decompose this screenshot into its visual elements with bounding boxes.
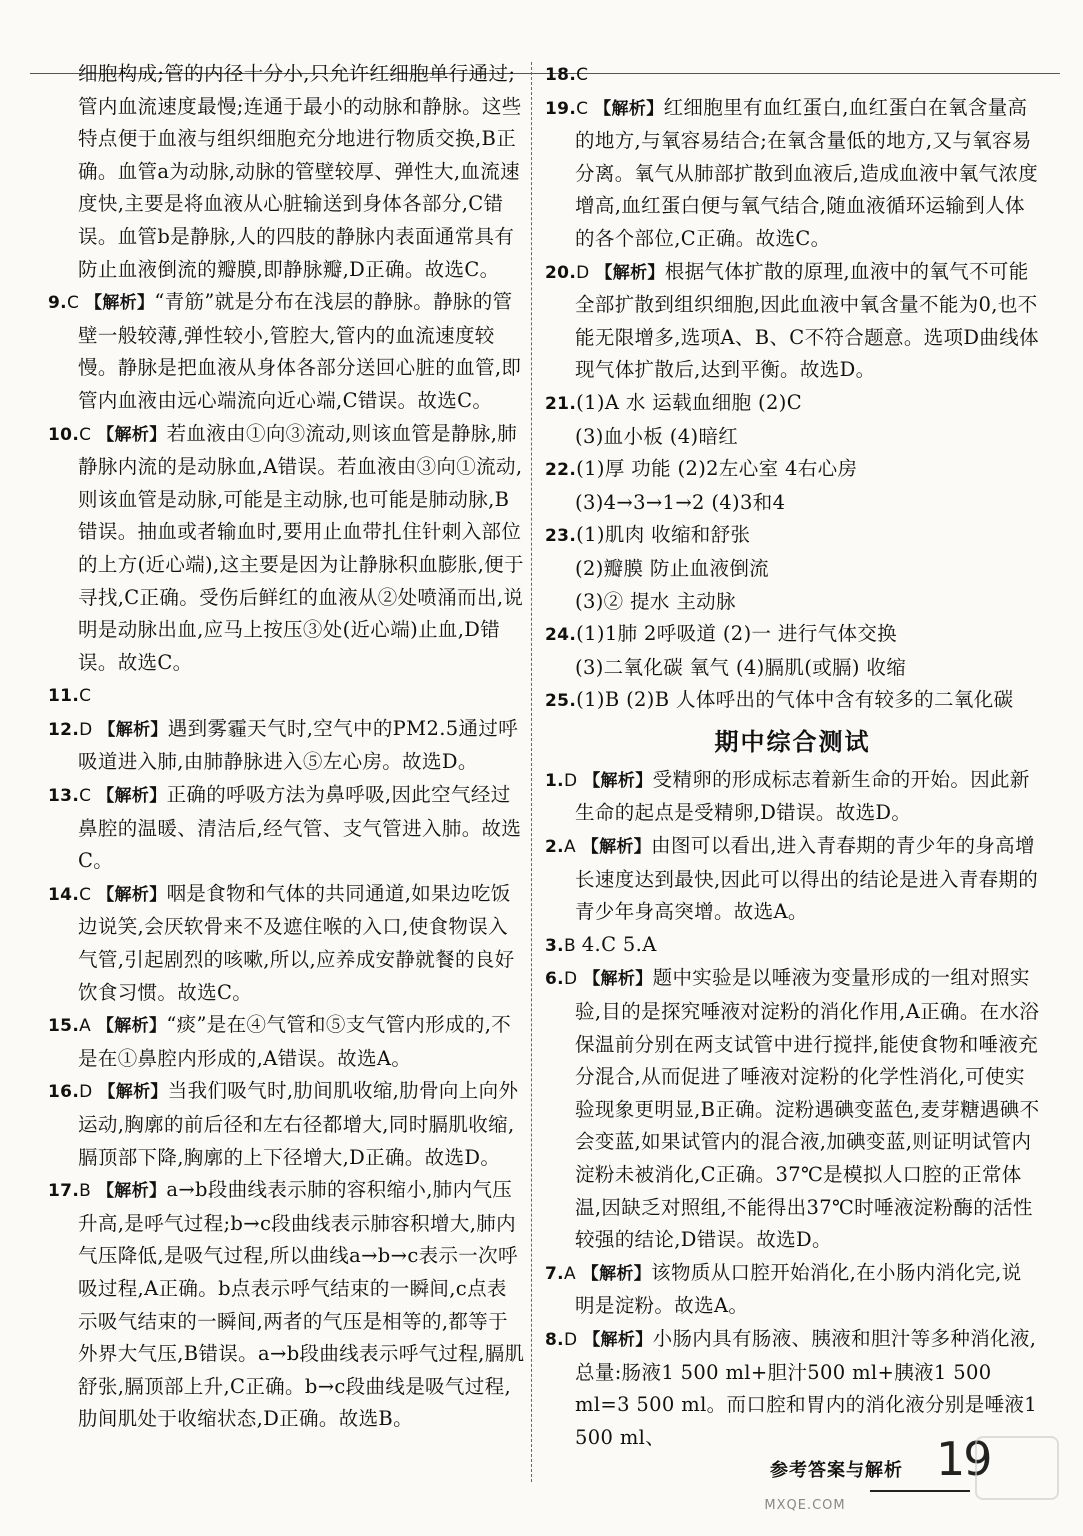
answer-item (545, 421, 1040, 454)
answer-item (545, 586, 1040, 619)
answer-item (545, 618, 1040, 652)
analysis-tag: 【解析】 (98, 1082, 168, 1103)
answer-choice: A (79, 1016, 97, 1037)
analysis-tag: 【解析】 (98, 719, 168, 740)
answer-item (545, 92, 1040, 256)
answer-text: (3)4→3→1→2 (4)3和4 (575, 490, 786, 514)
footer-label: 参考答案与解析 (770, 1460, 903, 1481)
answer-number: 20. (545, 262, 577, 283)
answer-text: 若血液由①向③流动,则该血管是静脉,肺静脉内流的是动脉血,A错误。若血液由③向①流动,则该血管是动脉,可能是主动脉,也可能是肺动脉,B错误。抽血或者输血时,要用止血带扎住针刺入部位的上方(近心端),这主要是因为让静脉积血膨胀,便于寻找,C正确。受伤后鲜红的血液从②处喷涌而出,说明是动脉出血,应马上按压③处(近心端)止血,D错误。故选C。 (78, 421, 524, 674)
answer-number: 12. (48, 719, 80, 740)
answer-item (545, 1257, 1040, 1323)
answer-item (48, 779, 526, 878)
answer-item (545, 256, 1040, 387)
answer-text: (3)血小板 (4)暗红 (575, 424, 739, 448)
answer-text: 题中实验是以唾液为变量形成的一组对照实验,目的是探究唾液对淀粉的消化作用,A正确。在水浴保温前分别在两支试管中进行搅拌,能使食物和唾液充分混合,从而促进了唾液对淀粉的化学性消化,可使实验现象更明显,B正确。淀粉遇碘变蓝色,麦芽糖遇碘不会变蓝,如果试管内的混合液,加碘变蓝,则证明试管内淀粉未被消化,C正确。37℃是模拟人口腔的正常体温,因缺乏对照组,不能得出37℃时唾液淀粉酶的活性较强的结论,D错误。故选D。 (575, 966, 1040, 1252)
answer-text: 咽是食物和气体的共同通道,如果边吃饭边说笑,会厌软骨来不及遮住喉的入口,使食物误入气管,引起剧烈的咳嗽,所以,应养成安静就餐的良好饮食习惯。故选C。 (78, 881, 515, 1004)
answer-text: 红细胞里有血红蛋白,血红蛋白在氧含量高的地方,与氧容易结合;在氧含量低的地方,又与氧容易分离。氧气从肺部扩散到血液后,造成血液中氧气浓度增高,血红蛋白便与氧气结合,随血液循环运输到人体的各个部位,C正确。故选C。 (575, 95, 1039, 250)
answer-text: “痰”是在④气管和⑤支气管内形成的,不是在①鼻腔内形成的,A错误。故选A。 (78, 1013, 512, 1070)
right-column (545, 58, 1040, 1454)
answer-choice: C (79, 686, 92, 707)
answer-number: 2. (545, 837, 564, 858)
answer-number: 21. (545, 393, 577, 414)
answer-text: 遇到雾霾天气时,空气中的PM2.5通过呼吸道进入肺,由肺静脉进入⑤左心房。故选D。 (78, 716, 519, 774)
answer-text: (1)厚 功能 (2)2左心室 4右心房 (576, 457, 858, 481)
answer-number: 17. (48, 1181, 80, 1202)
answer-number: 11. (48, 686, 80, 707)
answer-number: 15. (48, 1016, 80, 1037)
answer-number: 8. (545, 1329, 564, 1350)
answer-item (48, 1075, 526, 1174)
right-column-answers (545, 58, 1040, 718)
answer-number: 19. (545, 98, 577, 119)
analysis-tag: 【解析】 (97, 424, 167, 445)
answer-choice: C (67, 293, 85, 314)
answer-number: 6. (545, 969, 564, 990)
analysis-tag: 【解析】 (583, 969, 653, 990)
analysis-tag: 【解析】 (96, 1016, 167, 1037)
answer-number: 1. (545, 770, 564, 791)
answer-choice: C (79, 424, 98, 445)
analysis-tag: 【解析】 (97, 884, 167, 905)
answer-text: (3)② 提水 主动脉 (575, 589, 736, 613)
answer-item (48, 418, 526, 680)
answer-item (545, 652, 1040, 685)
analysis-tag: 【解析】 (581, 837, 652, 858)
analysis-tag: 【解析】 (84, 293, 155, 314)
analysis-tag: 【解析】 (583, 770, 653, 791)
answer-number: 13. (48, 786, 80, 807)
answer-item (545, 962, 1040, 1256)
answer-text: 由图可以看出,进入青春期的青少年的身高增长速度达到最快,因此可以得出的结论是进入青春期的青少年身高突增。故选A。 (575, 834, 1039, 924)
footer-rule (870, 1490, 970, 1492)
answer-choice: D (79, 1082, 99, 1103)
answer-choice: D (564, 770, 584, 791)
answer-number: 22. (545, 460, 577, 481)
answer-item (48, 878, 526, 1009)
answer-text: 受精卵的形成标志着新生命的开始。因此新生命的起点是受精卵,D错误。故选D。 (575, 767, 1030, 825)
answer-choice: C (576, 65, 589, 85)
analysis-tag: 【解析】 (595, 262, 665, 283)
answer-text: (1)A 水 运载血细胞 (2)C (576, 390, 802, 414)
section-title: 期中综合测试 (714, 727, 871, 756)
page-number: 19 (936, 1432, 991, 1486)
left-column (48, 58, 526, 1436)
answer-item (545, 487, 1040, 520)
answer-choice: C (576, 98, 595, 119)
answer-item (48, 1174, 526, 1436)
answer-text: 正确的呼吸方法为鼻呼吸,因此空气经过鼻腔的温暖、清洁后,经气管、支气管进入肺。故选C。 (78, 783, 522, 873)
answer-text: 当我们吸气时,肋间肌收缩,肋骨向上向外运动,胸廓的前后径和左右径都增大,同时膈肌收缩,膈顶部下降,胸廓的上下径增大,D正确。故选D。 (78, 1079, 519, 1169)
answer-item (48, 58, 526, 286)
column-divider (531, 62, 532, 1482)
answer-item (545, 929, 1040, 963)
answer-choice: B (564, 935, 582, 956)
answer-text: a→b段曲线表示肺的容积缩小,肺内气压升高,是呼气过程;b→c段曲线表示肺容积增大,肺内气压降低,是吸气过程,所以曲线a→b→c表示一次呼吸过程,A正确。b点表示呼气结束的一瞬间,c点表示吸气结束的一瞬间,两者的气压是相等的,都等于外界大气压,B错误。a→b段曲线表示呼气过程,膈肌舒张,膈顶部上升,C正确。b→c段曲线是吸气过程,肋间肌处于收缩状态,D正确。故选B。 (78, 1178, 525, 1431)
answer-text: (1)肌肉 收缩和舒张 (576, 523, 751, 547)
answer-item (48, 679, 526, 713)
answer-number: 25. (545, 691, 577, 712)
analysis-tag: 【解析】 (583, 1329, 653, 1350)
answer-choice: A (564, 837, 582, 858)
analysis-tag: 【解析】 (581, 1263, 652, 1284)
answer-choice: D (564, 1329, 584, 1350)
answer-text: 4.C 5.A (581, 932, 657, 956)
answer-item (545, 58, 1040, 92)
answer-text: 该物质从口腔开始消化,在小肠内消化完,说明是淀粉。故选A。 (575, 1260, 1022, 1318)
answer-choice: B (79, 1181, 97, 1202)
answer-text: 小肠内具有肠液、胰液和胆汁等多种消化液,总量:肠液1 500 ml+胆汁500 ml+胰液1 500 ml=3 500 ml。而口腔和胃内的消化液分别是唾液1 500 ml、 (575, 1326, 1038, 1449)
answer-number: 3. (545, 935, 564, 956)
answer-number: 24. (545, 625, 577, 646)
answer-choice: C (79, 884, 98, 905)
answer-number: 9. (48, 293, 67, 314)
answer-item (545, 387, 1040, 421)
answer-choice: C (79, 786, 98, 807)
answer-item (545, 764, 1040, 830)
answer-text: (2)瓣膜 防止血液倒流 (575, 556, 770, 580)
answer-item (545, 830, 1040, 929)
answer-item (545, 684, 1040, 718)
answer-text: (1)1肺 2呼吸道 (2)一 进行气体交换 (576, 622, 898, 646)
answer-item (545, 453, 1040, 487)
answer-number: 10. (48, 424, 80, 445)
analysis-tag: 【解析】 (96, 1181, 167, 1202)
answer-choice: D (576, 262, 596, 283)
watermark-logo (975, 1436, 1059, 1500)
analysis-tag: 【解析】 (594, 98, 664, 119)
answer-number: 18. (545, 65, 577, 85)
answer-text: (3)二氧化碳 氧气 (4)膈肌(或膈) 收缩 (575, 655, 907, 679)
answer-item (48, 286, 526, 417)
answer-choice: D (564, 969, 584, 990)
analysis-tag: 【解析】 (97, 786, 167, 807)
answer-item (48, 713, 526, 779)
answer-item (545, 519, 1040, 553)
answer-number: 23. (545, 526, 577, 547)
midterm-answers (545, 764, 1040, 1454)
answer-number: 14. (48, 884, 80, 905)
answer-choice: A (564, 1263, 582, 1284)
answer-number: 16. (48, 1082, 80, 1103)
answer-item (48, 1009, 526, 1075)
answer-item (545, 553, 1040, 586)
answer-text: (1)B (2)B 人体呼出的气体中含有较多的二氧化碳 (576, 688, 1014, 712)
answer-number: 7. (545, 1263, 564, 1284)
watermark-text: MXQE.COM (764, 1498, 846, 1513)
answer-choice: D (79, 719, 99, 740)
answer-text: 根据气体扩散的原理,血液中的氧气不可能全部扩散到组织细胞,因此血液中氧含量不能为0,也不能无限增多,选项A、B、C不符合题意。选项D曲线体现气体扩散后,达到平衡。故选D。 (575, 259, 1039, 382)
answer-text: “青筋”就是分布在浅层的静脉。静脉的管壁一般较薄,弹性较小,管腔大,管内的血流速度较慢。静脉是把血液从身体各部分送回心脏的血管,即管内血液由远心端流向近心端,C错误。故选C。 (78, 290, 522, 412)
page-footer (760, 1432, 1060, 1513)
answer-text: 细胞构成;管的内径十分小,只允许红细胞单行通过;管内血流速度最慢;连通于最小的动脉和静脉。这些特点便于血液与组织细胞充分地进行物质交换,B正确。血管a为动脉,动脉的管壁较厚、弹性大,血流速度快,主要是将血液从心脏输送到身体各部分,C错误。血管b是静脉,人的四肢的静脉内表面通常具有防止血液倒流的瓣膜,即静脉瓣,D正确。故选C。 (78, 62, 522, 281)
